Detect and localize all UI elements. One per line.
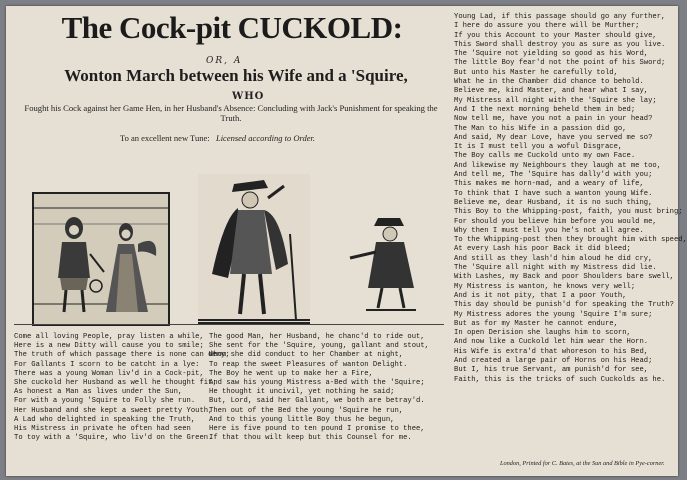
ballad-subtitle: Wonton March between his Wife and a 'Squire, [64,66,408,85]
verse-line: And to this young little Boy thus he begun, [209,415,395,424]
verse-line: In open Derision she laughs him to scorn, [454,329,631,338]
who-label: WHO [232,91,265,102]
verse-line: To the Whipping-post then they brought him with speed, [454,236,687,245]
verse-line: Here is five pound to ten pound I promise to thee, [209,425,425,434]
verse-line: And still as they lash'd him aloud he did cry, [454,254,653,263]
verse-column-middle [209,333,437,443]
woodcut-couple [32,192,170,326]
verse-line: The good Man, her Husband, he chanc'd to ride out, [209,333,425,341]
verse-line: Then out of the Bed the young 'Squire he run, [209,406,404,415]
verse-line: And created a large pair of Horns on his Head; [454,356,653,365]
verse-line: And saw his young Mistress a-Bed with the 'Squire; [209,379,425,388]
verse-line: For with a young 'Squire to Folly she run. [14,397,196,406]
verse-line: Here is a new Ditty will cause you to smile; [14,342,204,351]
verse-line: And likewise my Neighbours they laugh at me too, [454,161,662,170]
broadside-sheet [6,6,687,476]
verse-line: But as for my Master he cannot endure, [454,319,618,328]
ballad-description: Fought his Cock against her Game Hen, in her Husband's Absence: Concluding with Jack's Punishment for speaking the Truth. [24,103,438,123]
verse-line: And tell me, The 'Squire has dally'd with you; [454,171,653,180]
verse-line: Whom she did conduct to her Chamber at night, [209,351,404,360]
woodcut-gentleman-icon [198,174,310,322]
verse-line: He thought it uncivil, yet nothing he said; [209,388,395,397]
verse-line: The Man to his Wife in a passion did go, [454,124,627,133]
verse-line: It is I must tell you a woful Disgrace, [454,143,623,152]
woodcut-boy [346,216,426,312]
woodcut-couple-icon [34,194,168,324]
verse-line: To reap the sweet Pleasures of wanton Delight. [209,360,408,369]
verse-line: To toy with a 'Squire, who liv'd on the Green. [14,434,213,443]
verse-line: With Lashes, my Back and poor Shoulders bare swell, [454,273,674,282]
verse-line: Her Husband and she kept a sweet pretty Youth, [14,406,213,415]
verse-line: Why then I must tell you he's not all agree. [454,226,644,235]
verse-line: His Wife is extra'd that whoreson to his Bed, [454,347,649,356]
verse-line: And said, My dear Love, have you served me so? [454,133,653,142]
tune-line [120,133,315,143]
tune-text: To an excellent new Tune: [120,133,210,143]
verse-line: But unto his Master he carefully told, [454,68,618,77]
verse-line: Faith, this is the tricks of such Cuckolds as he. [454,375,666,384]
verse-column-left [14,333,230,443]
verse-line: And I the next morning beheld them in bed; [454,105,636,114]
verse-line: The Boy calls me Cuckold unto my own Face. [454,152,636,161]
verse-line: And now like a Cuckold let him wear the Horn. [454,338,649,347]
verse-line: This makes me horn-mad, and a weary of life, [454,180,644,189]
ballad-title: The Cock-pit CUCKOLD: [61,10,403,45]
verse-line: This Sword shall destroy you as sure as you live. [454,40,666,49]
verse-line: This day should be punish'd for speaking the Truth? [454,301,674,310]
verse-line: What he in the Chamber did chance to behold. [454,78,644,87]
verse-line: To think that I have such a wanton young Wife. [454,189,653,198]
verse-line: A Lad who delighted in speaking the Truth, [14,415,196,424]
verse-line: The truth of which passage there is none can deny; [14,351,230,360]
verse-line: If you this Account to your Master should give, [454,31,657,40]
woodcut-gentleman [198,174,310,324]
verse-line: Believe me, kind Master, and hear what I say, [454,87,649,96]
verse-line: But I, his true Servant, am punish'd for see, [454,366,649,375]
verse-line: Come all loving People, pray listen a while, [14,333,204,341]
verse-line: This Boy to the Whipping-post, faith, you must bring; [454,208,683,217]
verse-line: The little Boy fear'd not the point of his Sword; [454,59,666,68]
verse-line: My Mistress all night with the 'Squire she lay; [454,96,657,105]
verse-line: Now tell me, have you not a pain in your head? [454,115,653,124]
or-label: OR, A [206,56,243,66]
verse-column-right [454,13,687,385]
verse-line: The 'Squire not yielding so good as his Word, [454,50,649,59]
licensed-text: Licensed according to Order. [215,133,315,143]
verse-line: The Boy he went up to make her a Fire, [209,369,373,378]
verse-line: But, Lord, said her Gallant, we both are betray'd. [209,397,425,406]
printer-imprint: London, Printed for C. Bates, at the Sun and Bible in Pye-corner. [500,460,665,467]
verse-line: My Mistress is wanton, he knows very well; [454,282,636,291]
verse-line: She sent for the 'Squire, young, gallant and stout, [209,342,429,351]
woodcut-boy-icon [346,216,426,312]
verse-line: For Gallants I scorn to be catcht in a lye: [14,360,200,369]
verse-line: Believe me, dear Husband, it is no such thing, [454,198,653,207]
verse-line: If that thou wilt keep but this Counsel for me. [209,434,412,443]
verse-line: There was a young Woman liv'd in a Cock-pit, [14,369,204,378]
verse-line: She cuckold her Husband as well he thought fit; [14,379,217,388]
verse-line: His Mistress in private he often had seen [14,425,191,434]
verse-line: I here do assure you there will be Murther; [454,22,640,31]
verse-line: The 'Squire all night with my Mistress did lie. [454,264,657,273]
verse-line: At every Lash his poor Back it did bleed; [454,245,631,254]
verse-line: As honest a Man as lives under the Sun, [14,388,183,397]
verse-line: And is it not pity, that I a poor Youth, [454,291,627,300]
verse-line: Young Lad, if this passage should go any further, [454,13,666,21]
verse-line: My Mistress adores the young 'Squire I'm sure; [454,310,653,319]
divider-rule [14,324,444,325]
verse-line: For should you believe him before you would me, [454,217,657,226]
